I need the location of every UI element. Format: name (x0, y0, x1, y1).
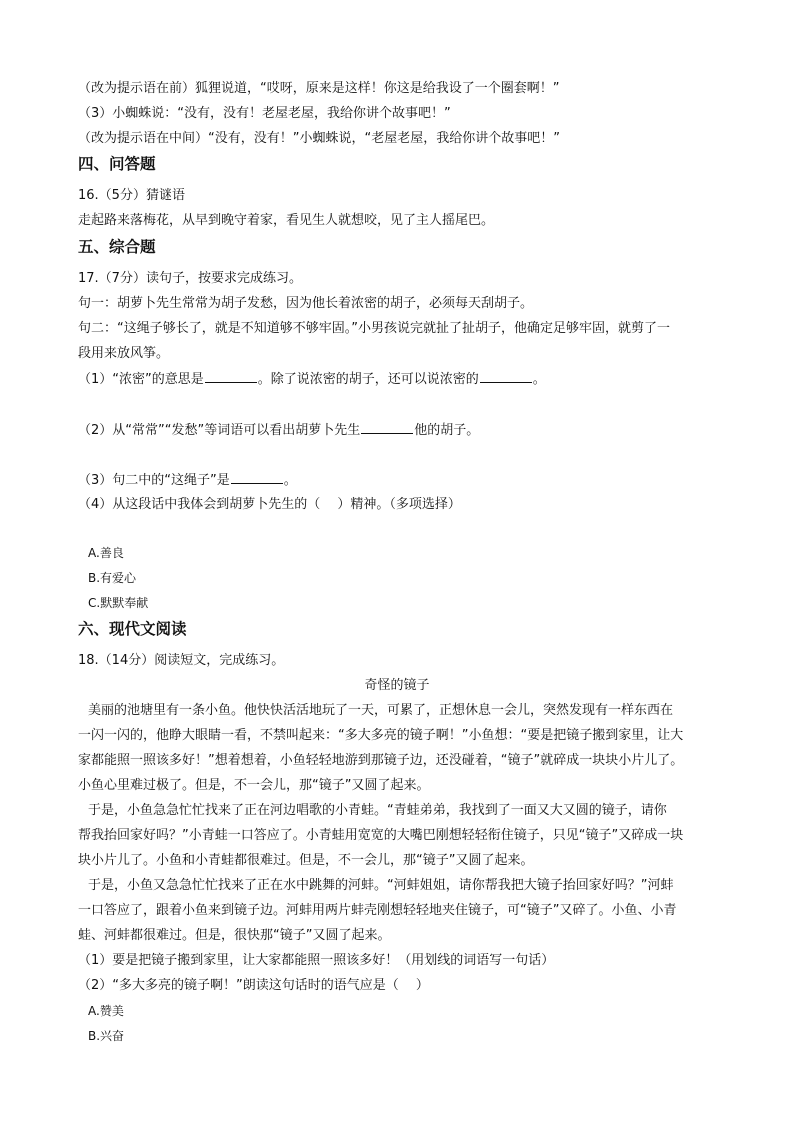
sub-question-2: （2）“多大多亮的镜子啊！”朗读这句话时的语气应是（ ） (78, 978, 429, 993)
q15-line: （改为提示语在前）狐狸说道，“哎呀，原来是这样！你这是给我设了一个圈套啊！” (78, 81, 560, 96)
passage-line: 于是，小鱼又急急忙忙找来了正在水中跳舞的河蚌。“河蚌姐姐，请你帮我把大镜子抬回家好吗？”河蚌 (88, 878, 674, 893)
sub-question-1: （1）要是把镜子搬到家里，让大家都能照一照该多好！（用划线的词语写一句话） (78, 953, 555, 968)
passage-line: 家都能照一照该多好！”想着想着，小鱼轻轻地游到那镜子边，还没碰着，“镜子”就碎成一块块小片儿了。 (78, 753, 684, 768)
sentence-one: 句一：胡萝卜先生常常为胡子发愁，因为他长着浓密的胡子，必须每天刮胡子。 (78, 296, 534, 311)
section-heading: 五、综合题 (78, 238, 156, 256)
option-b[interactable]: B.兴奋 (88, 1029, 125, 1043)
sub-question-4: （4）从这段话中我体会到胡萝卜先生的（ ）精神。（多项选择） (78, 497, 461, 512)
option-a[interactable]: A.赞美 (88, 1004, 124, 1018)
option-a[interactable]: A.善良 (88, 546, 124, 560)
option-b[interactable]: B.有爱心 (88, 571, 137, 585)
answer-blank[interactable] (231, 471, 283, 484)
question-header: 18.（14分）阅读短文，完成练习。 (78, 653, 285, 668)
question-header: 16.（5分）猜谜语 (78, 188, 185, 203)
sub-question-1: （1）“浓密”的意思是 。除了说浓密的胡子，还可以说浓密的 。 (78, 372, 546, 387)
sub-question-2: （2）从“常常”“发愁”等词语可以看出胡萝卜先生 他的胡子。 (78, 423, 480, 438)
passage-line: 蛙、河蚌都很难过。但是，很快那“镜子”又圆了起来。 (78, 928, 391, 943)
section-heading: 六、现代文阅读 (78, 620, 187, 638)
passage-title: 奇怪的镜子 (364, 678, 430, 693)
sentence-two-cont: 段用来放风筝。 (78, 346, 170, 361)
question-header: 17.（7分）读句子，按要求完成练习。 (78, 271, 302, 286)
sub-question-3: （3）句二中的“这绳子”是 。 (78, 473, 297, 488)
answer-blank[interactable] (480, 370, 532, 383)
passage-line: 一闪一闪的，他睁大眼睛一看，不禁叫起来：“多大多亮的镜子啊！”小鱼想：“要是把镜子搬到家里，让大 (78, 728, 684, 743)
q15-line: （改为提示语在中间）“没有，没有！”小蜘蛛说，“老屋老屋，我给你讲个故事吧！” (78, 131, 560, 146)
passage-line: 于是，小鱼急急忙忙找来了正在河边唱歌的小青蛙。“青蛙弟弟，我找到了一面又大又圆的镜子，请你 (88, 803, 667, 818)
answer-blank[interactable] (361, 421, 413, 434)
passage-line: 帮我抬回家好吗？”小青蛙一口答应了。小青蛙用宽宽的大嘴巴刚想轻轻衔住镜子，只见“镜子”又碎成一块 (78, 828, 684, 843)
section-heading: 四、问答题 (78, 155, 156, 173)
question-text: 走起路来落梅花，从早到晚守着家，看见生人就想咬，见了主人摇尾巴。 (78, 213, 495, 228)
q15-line: （3）小蜘蛛说：“没有，没有！老屋老屋，我给你讲个故事吧！” (78, 106, 451, 121)
passage-line: 美丽的池塘里有一条小鱼。他快快活活地玩了一天，可累了，正想休息一会儿，突然发现有一样东西在 (88, 703, 674, 718)
option-c[interactable]: C.默默奉献 (88, 596, 149, 610)
passage-line: 一口答应了，跟着小鱼来到镜子边。河蚌用两片蚌壳刚想轻轻地夹住镜子，可“镜子”又碎了。小鱼、小青 (78, 903, 677, 918)
sentence-two: 句二：“这绳子够长了，就是不知道够不够牢固。”小男孩说完就扯了扯胡子，他确定足够牢固，就剪了一 (78, 321, 670, 336)
answer-blank[interactable] (205, 370, 257, 383)
passage-line: 块小片儿了。小鱼和小青蛙都很难过。但是，不一会儿，那“镜子”又圆了起来。 (78, 853, 534, 868)
passage-line: 小鱼心里难过极了。但是，不一会儿，那“镜子”又圆了起来。 (78, 778, 430, 793)
